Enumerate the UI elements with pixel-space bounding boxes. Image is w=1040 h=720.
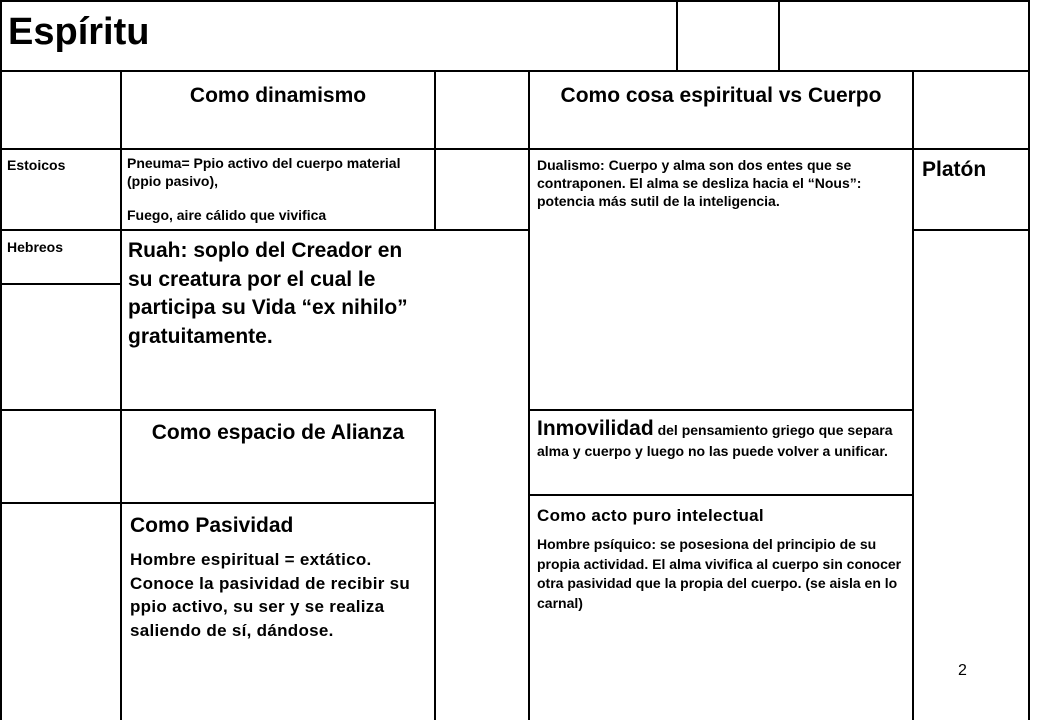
grid-line [0,70,1030,72]
label-platon: Platón [922,158,987,181]
grid-line [0,502,434,504]
grid-line [528,409,912,411]
grid-line [528,70,530,720]
grid-line [434,70,436,230]
grid-line [0,148,1030,150]
slide-title: Espíritu [8,11,150,53]
page-number: 2 [958,662,967,679]
header-acto-puro: Como acto puro intelectual [537,506,764,525]
grid-line [0,0,1030,2]
grid-line [0,0,2,720]
inmovilidad-text [537,418,907,462]
hebreos-text: Ruah: soplo del Creador en su creatura por el cual le participa su Vida “ex nihilo” gratuitamente. [128,239,408,348]
estoicos-text-2: Fuego, aire cálido que vivifica [127,207,327,223]
grid-line [0,229,528,231]
dualismo-text: Dualismo: Cuerpo y alma son dos entes que se contraponen. El alma se desliza hacia el “Nous”: potencia más sutil de la inteligencia. [537,157,862,209]
inmovilidad-rest: del pensamiento griego que separa alma y cuerpo y luego no las puede volver a unificar. [537,422,893,459]
grid-line [528,494,912,496]
estoicos-text-1: Pneuma= Ppio activo del cuerpo material (ppio pasivo), [127,155,401,189]
grid-line [434,409,436,720]
grid-line [778,0,780,71]
header-alianza: Como espacio de Alianza [151,421,405,444]
grid-line [676,0,678,71]
row-label-estoicos: Estoicos [7,157,66,173]
header-cosa-espiritual: Como cosa espiritual vs Cuerpo [560,84,882,107]
psiquico-text: Hombre psíquico: se posesiona del principio de su propia actividad. El alma vivifica al cuerpo sin conocer otra pasividad que la propia del cuerpo. (se aisla en lo carnal) [537,536,902,611]
header-dinamismo: Como dinamismo [189,84,367,107]
grid-line [1028,0,1030,720]
grid-line [0,409,434,411]
grid-line [912,70,914,720]
grid-line [912,229,1030,231]
grid-line [120,70,122,720]
pasividad-text: Hombre espiritual = extático. Conoce la pasividad de recibir su ppio activo, su ser y se realiza saliendo de sí, dándose. [130,550,411,640]
inmovilidad-word: Inmovilidad [537,417,654,440]
header-pasividad: Como Pasividad [130,514,294,537]
grid-line [0,283,120,285]
row-label-hebreos: Hebreos [7,239,64,255]
